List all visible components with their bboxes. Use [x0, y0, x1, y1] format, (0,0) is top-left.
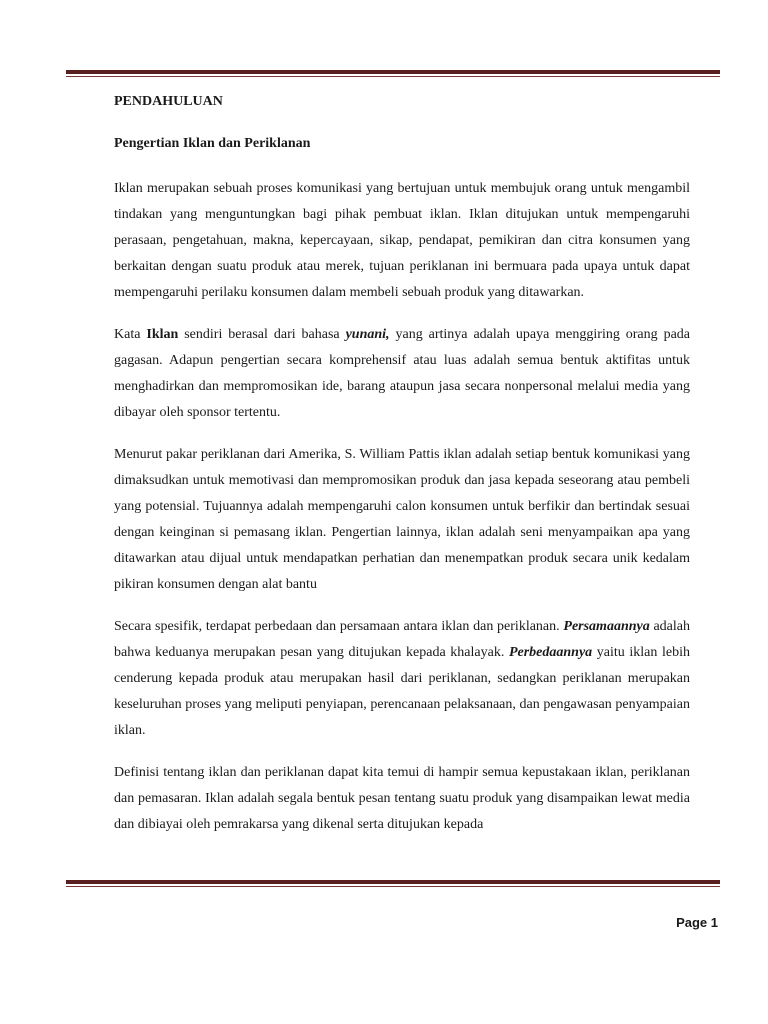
paragraph-2-text-c: sendiri berasal dari bahasa: [178, 327, 346, 342]
paragraph-4-text-a: Secara spesifik, terdapat perbedaan dan persamaan antara iklan dan periklanan.: [114, 619, 564, 634]
paragraph-2: [114, 322, 690, 426]
paragraph-3: Menurut pakar periklanan dari Amerika, S. William Pattis iklan adalah setiap bentuk komunikasi yang dimaksudkan untuk memotivasi dan mempromosikan produk dan jasa kepada seseorang atau pembeli yang potensial. Tujuannya adalah mempengaruhi calon konsumen untuk berfikir dan bertindak sesuai dengan keinginan si pemasang iklan. Pengertian lainnya, iklan adalah seni menyampaikan apa yang ditawarkan atau dijual untuk mendapatkan perhatian dan menempatkan produk secara unik kedalam pikiran konsumen dengan alat bantu: [114, 447, 690, 592]
footer-rule-thin: [66, 886, 720, 887]
paragraph-4-text-c: adalah bahwa keduanya merupakan pesan yang ditujukan kepada khalayak.: [114, 619, 691, 660]
paragraph-4-bold-italic-perbedaannya: Perbedaannya: [508, 645, 593, 660]
page-number: Page 1: [676, 915, 718, 930]
paragraph-4: [114, 614, 690, 744]
paragraph-2-text-a: Kata: [114, 327, 147, 342]
header-rule-thick: [66, 70, 720, 74]
paragraph-2-bold-iklan: Iklan: [146, 327, 179, 342]
paragraph-4-text-e: yaitu iklan lebih cenderung kepada produk atau merupakan hasil dari periklanan, sedangkan periklanan merupakan keseluruhan proses yang meliputi penyiapan, perencanaan pelaksanaan, dan pengawasan penyampaian iklan.: [114, 645, 690, 738]
section-heading: PENDAHULUAN: [114, 94, 223, 109]
paragraph-2-bold-italic-yunani: yunani,: [345, 327, 390, 342]
paragraph-2-text-e: yang artinya adalah upaya menggiring orang pada gagasan. Adapun pengertian secara komprehensif atau luas adalah semua bentuk aktifitas untuk menghadirkan dan mempromosikan ide, barang ataupun jasa secara nonpersonal melalui media yang dibayar oleh sponsor tertentu.: [114, 327, 691, 420]
paragraph-1: Iklan merupakan sebuah proses komunikasi yang bertujuan untuk membujuk orang untuk mengambil tindakan yang menguntungkan bagi pihak pembuat iklan. Iklan ditujukan untuk mempengaruhi perasaan, pengetahuan, makna, kepercayaan, sikap, pendapat, pemikiran dan citra konsumen yang berkaitan dengan suatu produk atau merek, tujuan periklanan ini bermuara pada upaya untuk dapat mempengaruhi perilaku konsumen dalam membeli sebuah produk yang ditawarkan.: [114, 181, 690, 300]
document-body: [114, 92, 690, 854]
paragraph-4-bold-italic-persamaannya: Persamaannya: [563, 619, 650, 634]
header-rule-thin: [66, 76, 720, 77]
header-rule: [66, 70, 720, 77]
footer-rule: [66, 880, 720, 887]
paragraph-5: Definisi tentang iklan dan periklanan dapat kita temui di hampir semua kepustakaan iklan, periklanan dan pemasaran. Iklan adalah segala bentuk pesan tentang suatu produk yang disampaikan lewat media dan dibiayai oleh pemrakarsa yang dikenal serta ditujukan kepada: [114, 765, 690, 832]
section-subheading: Pengertian Iklan dan Periklanan: [114, 136, 311, 151]
footer-rule-thick: [66, 880, 720, 884]
